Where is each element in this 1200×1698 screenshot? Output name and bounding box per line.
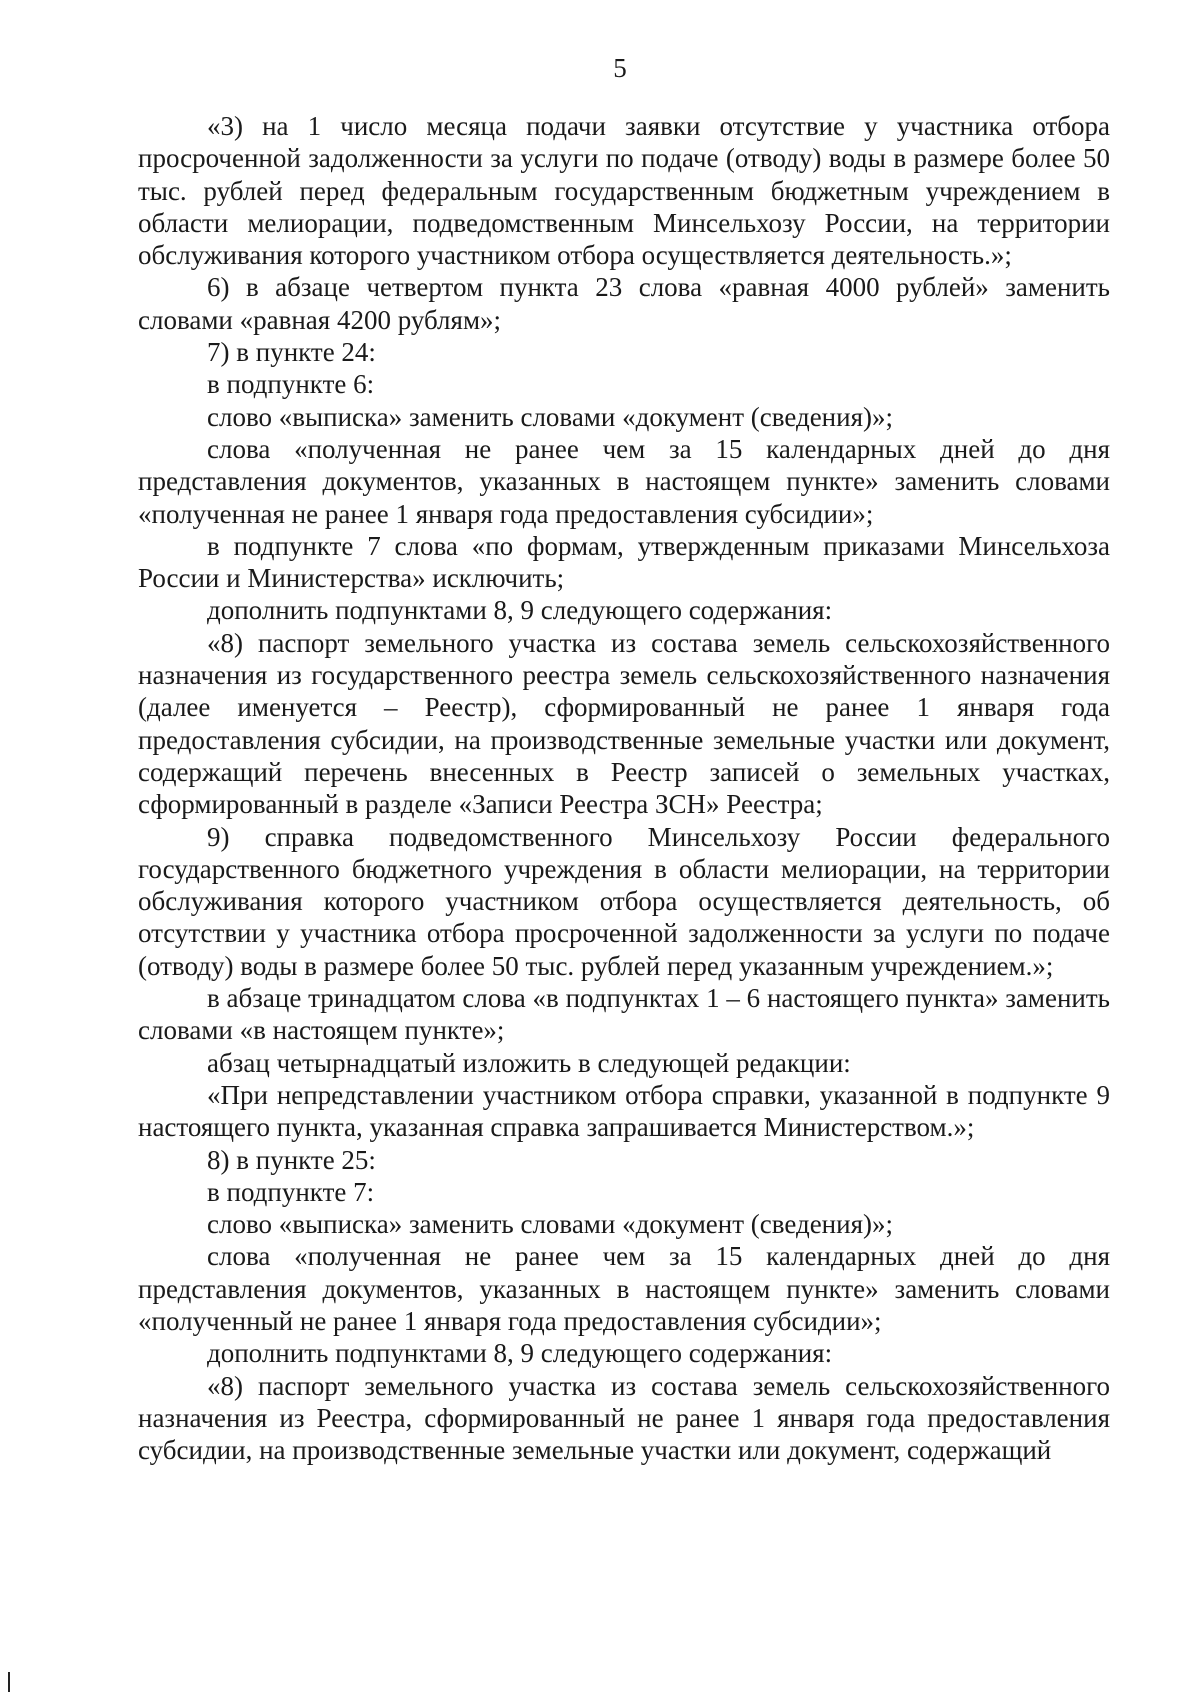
paragraph-11: в абзаце тринадцатом слова «в подпунктах 1 – 6 настоящего пункта» заменить словами «в настоящем пункте»; [138, 983, 1110, 1046]
paragraph-8: дополнить подпунктами 8, 9 следующего содержания: [207, 595, 833, 626]
scan-edge-mark [8, 1672, 10, 1692]
paragraph-12: абзац четырнадцатый изложить в следующей редакции: [207, 1047, 851, 1078]
paragraph-7: в подпункте 7 слова «по формам, утвержденным приказами Минсельхоза России и Министерства» исключить; [138, 530, 1110, 594]
paragraph-4: в подпункте 6: [207, 369, 375, 400]
paragraph-19: «8) паспорт земельного участка из состава земель сельскохозяйственного назначения из Реестра, сформированный не ранее 1 января года предоставления субсидии, на производственные земельные участки или документ, содержащий [138, 1370, 1110, 1466]
paragraph-15: в подпункте 7: [207, 1176, 375, 1207]
paragraph-2: 6) в абзаце четвертом пункта 23 слова «равная 4000 рублей» заменить словами «равная 4200 рублям»; [138, 272, 1110, 335]
paragraph-1: «3) на 1 число месяца подачи заявки отсутствие у участника отбора просроченной задолженности за услуги по подаче (отводу) воды в размере более 50 тыс. рублей перед федеральным государственным бюджетным учреждением в области мелиорации, подведомственным Минсельхозу России, на территории обслуживания которого участником отбора осуществляется деятельность.»; [138, 111, 1110, 271]
paragraph-9: «8) паспорт земельного участка из состава земель сельскохозяйственного назначения из государственного реестра земель сельскохозяйственного назначения (далее именуется – Реестр), сформированный не ранее 1 января года предоставления субсидии, на производственные земельные участки или документ, содержащий перечень внесенных в Реестр записей о земельных участках, сформированный в разделе «Записи Реестра ЗСН» Реестра; [138, 627, 1110, 820]
paragraph-16: слово «выписка» заменить словами «документ (сведения)»; [207, 1209, 893, 1240]
paragraph-5: слово «выписка» заменить словами «документ (сведения)»; [207, 401, 893, 432]
paragraph-13: «При непредставлении участником отбора справки, указанной в подпункте 9 настоящего пункта, указанная справка запрашивается Министерством.»; [138, 1079, 1110, 1143]
paragraph-10: 9) справка подведомственного Минсельхозу России федерального государственного бюджетного учреждения в области мелиорации, на территории обслуживания которого участником отбора осуществляется деятельность, об отсутствии у участника отбора просроченной задолженности за услуги по подаче (отводу) воды в размере более 50 тыс. рублей перед указанным учреждением.»; [138, 821, 1110, 981]
paragraph-18: дополнить подпунктами 8, 9 следующего содержания: [207, 1338, 833, 1369]
paragraph-17: слова «полученная не ранее чем за 15 календарных дней до дня представления документов, указанных в настоящем пункте» заменить словами «полученный не ранее 1 января года предоставления субсидии»; [138, 1241, 1110, 1336]
document-body [138, 110, 1110, 1466]
page-number: 5 [613, 53, 627, 83]
paragraph-6: слова «полученная не ранее чем за 15 календарных дней до дня представления документов, указанных в настоящем пункте» заменить словами «полученная не ранее 1 января года предоставления субсидии»; [138, 433, 1110, 529]
paragraph-3: 7) в пункте 24: [207, 337, 376, 368]
paragraph-14: 8) в пункте 25: [207, 1144, 376, 1175]
